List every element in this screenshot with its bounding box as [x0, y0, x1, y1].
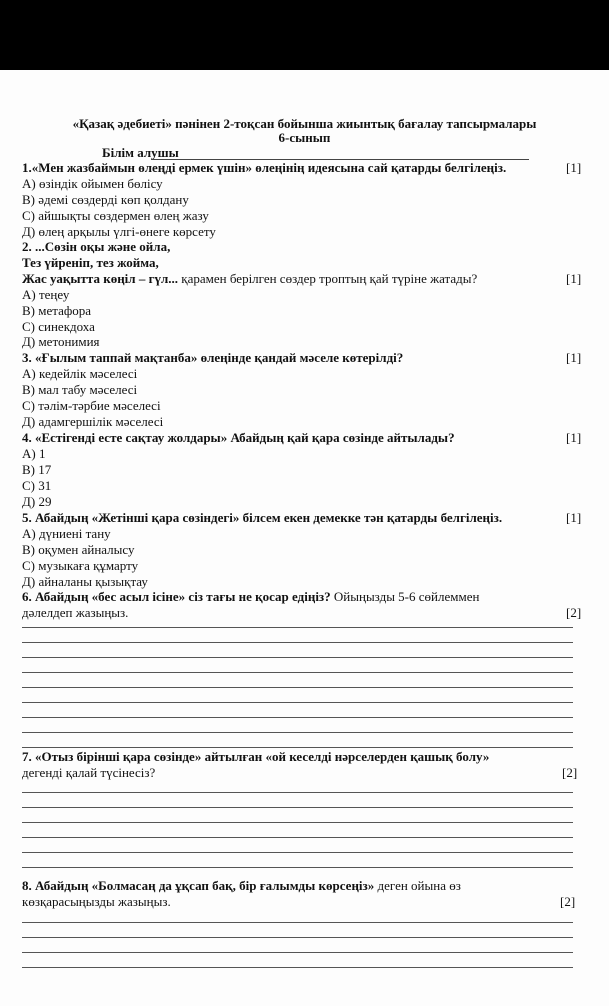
q3-option-c: С) тәлім-тәрбие мәселесі	[22, 398, 161, 413]
q2-option-a: А) теңеу	[22, 287, 70, 302]
answer-line[interactable]	[22, 952, 573, 953]
q4-option-c: С) 31	[22, 478, 52, 493]
question-7-mark: [2]	[562, 765, 578, 780]
question-2-line-2: Тез үйреніп, тез жойма,	[22, 255, 159, 270]
question-6-line-1	[22, 590, 479, 604]
answer-line[interactable]	[22, 792, 573, 793]
grade-label: 6-сынып	[278, 130, 331, 145]
answer-line[interactable]	[22, 807, 573, 808]
question-6-line-2: дәлелдеп жазыңыз.	[22, 605, 129, 620]
q5-option-c: С) музыкаға құмарту	[22, 558, 139, 573]
q5-option-b: В) оқумен айналысу	[22, 542, 135, 557]
question-8-mark: [2]	[560, 894, 576, 909]
question-5: 5. Абайдың «Жетінші қара сөзіндегі» білсем екен демекке тән қатарды белгілеңіз.	[22, 510, 503, 525]
q4-option-a: А) 1	[22, 446, 46, 461]
answer-line[interactable]	[22, 702, 573, 703]
answer-line[interactable]	[22, 642, 573, 643]
answer-line[interactable]	[22, 822, 573, 823]
q3-option-a: А) кедейлік мәселесі	[22, 366, 138, 381]
question-8-instruction: деген ойына өз	[374, 878, 461, 893]
q3-option-d: Д) адамгершілік мәселесі	[22, 414, 164, 429]
document-page	[0, 70, 609, 1006]
q1-option-d: Д) өлең арқылы үлгі-өнеге көрсету	[22, 224, 216, 239]
answer-line[interactable]	[22, 627, 573, 628]
student-label: Білім алушы	[102, 145, 179, 160]
q4-option-d: Д) 29	[22, 494, 52, 509]
q2-option-d: Д) метонимия	[22, 334, 100, 349]
answer-line[interactable]	[22, 867, 573, 868]
answer-line[interactable]	[22, 852, 573, 853]
question-2-line-1: 2. ...Сөзін оқы және ойла,	[22, 239, 171, 254]
q3-option-b: В) мал табу мәселесі	[22, 382, 138, 397]
question-4-mark: [1]	[566, 430, 582, 445]
answer-line[interactable]	[22, 672, 573, 673]
question-6-mark: [2]	[566, 605, 582, 620]
answer-line[interactable]	[22, 657, 573, 658]
answer-line[interactable]	[22, 687, 573, 688]
q5-option-d: Д) айналаны қызықтау	[22, 574, 148, 589]
question-1-mark: [1]	[566, 160, 582, 175]
question-5-mark: [1]	[566, 510, 582, 525]
question-8-line-2: көзқарасыңызды жазыңыз.	[22, 894, 171, 909]
question-3-mark: [1]	[566, 350, 582, 365]
answer-line[interactable]	[22, 717, 573, 718]
q2-option-b: В) метафора	[22, 303, 92, 318]
answer-line[interactable]	[22, 747, 573, 748]
question-7-line-1: 7. «Отыз бірінші қара сөзінде» айтылған «ой кеселді нәрселерден қашық болу»	[22, 749, 490, 764]
question-2-prompt: қарамен берілген сөздер троптың қай түріне жатады?	[178, 271, 478, 286]
q4-option-b: В) 17	[22, 462, 52, 477]
question-3: 3. «Ғылым таппай мақтанба» өлеңінде қандай мәселе көтерілді?	[22, 350, 404, 365]
question-2-line-3	[22, 272, 477, 286]
q1-option-a: А) өзіндік ойымен бөлісу	[22, 176, 163, 191]
answer-line[interactable]	[22, 967, 573, 968]
question-2-mark: [1]	[566, 271, 582, 286]
page-title: «Қазақ әдебиеті» пәнінен 2-тоқсан бойынша жиынтық бағалау тапсырмалары	[72, 116, 537, 131]
answer-line[interactable]	[22, 922, 573, 923]
q1-option-b: В) әдемі сөздерді көп қолдану	[22, 192, 189, 207]
answer-line[interactable]	[22, 937, 573, 938]
question-2-quote: Жас уақытта көңіл – гүл...	[22, 271, 179, 286]
answer-line[interactable]	[22, 837, 573, 838]
answer-line[interactable]	[22, 732, 573, 733]
q5-option-a: А) дүниені тану	[22, 526, 111, 541]
q1-option-c: С) айшықты сөздермен өлең жазу	[22, 208, 209, 223]
question-8-line-1	[22, 879, 461, 893]
question-7-line-2: дегенді қалай түсінесіз?	[22, 765, 156, 780]
question-1: 1.«Мен жазбаймын өлеңді ермек үшін» өлеңінің идеясына сай қатарды белгілеңіз.	[22, 160, 507, 175]
question-4: 4. «Естігенді есте сақтау жолдары» Абайдың қай қара сөзінде айтылады?	[22, 430, 455, 445]
q2-option-c: С) синекдоха	[22, 319, 95, 334]
question-6-instruction: Ойыңызды 5-6 сөйлеммен	[330, 589, 480, 604]
top-black-bar	[0, 0, 609, 70]
question-8-prompt: 8. Абайдың «Болмасаң да ұқсап бақ, бір ғалымды көрсеңіз»	[22, 878, 375, 893]
question-6-prompt: 6. Абайдың «бес асыл ісіне» сіз тағы не қосар едіңіз?	[22, 589, 331, 604]
